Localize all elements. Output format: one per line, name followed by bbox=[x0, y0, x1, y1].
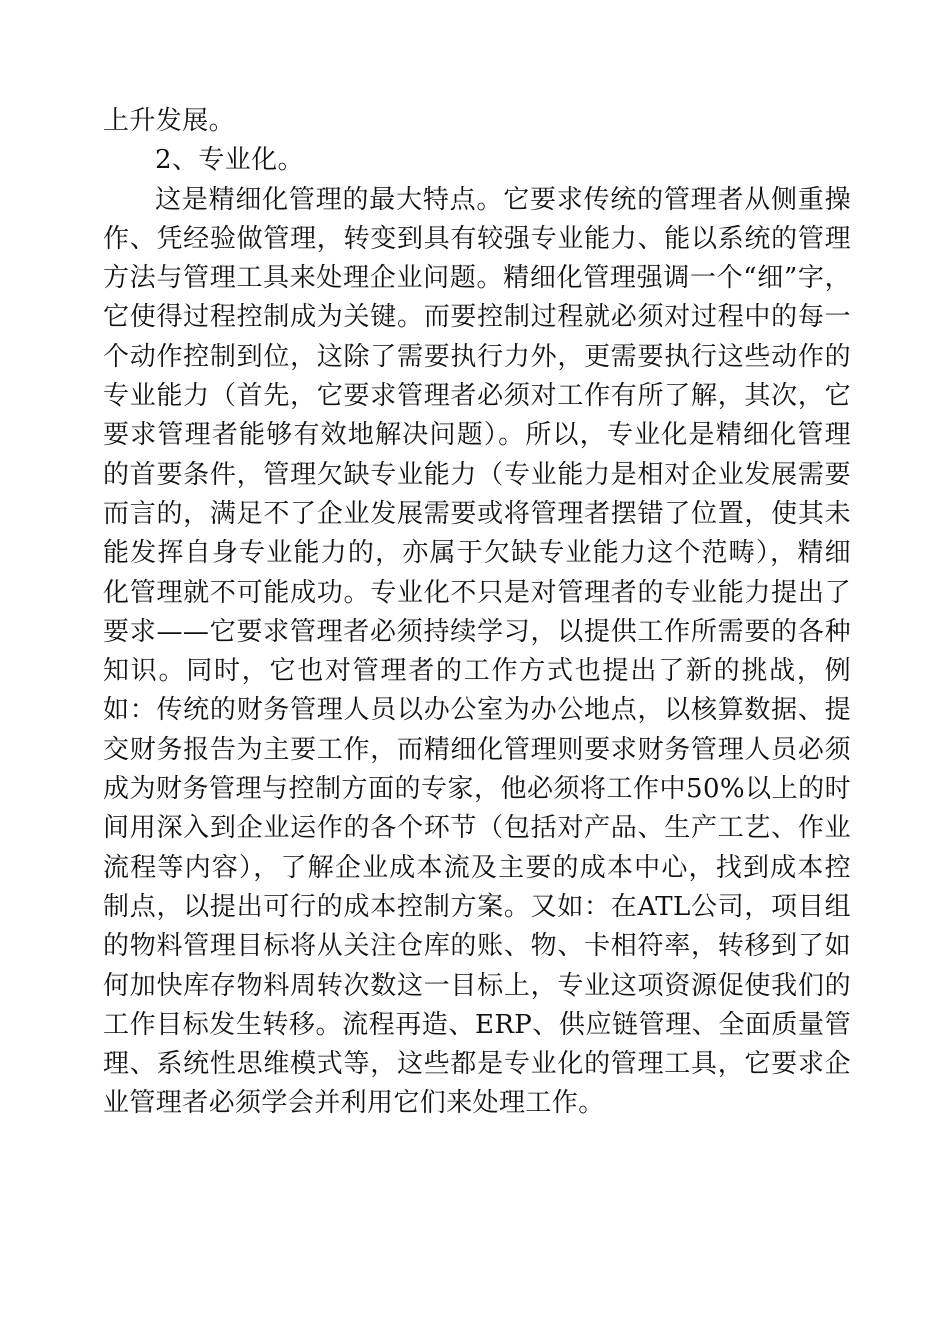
section-heading: 2、专业化。 bbox=[155, 145, 304, 176]
paragraph-body: 这是精细化管理的最大特点。它要求传统的管理者从侧重操作、凭经验做管理，转变到具有较强专业能力、能以系统的管理方法与管理工具来处理企业问题。精细化管理强调一个“细”字，它使得过程控制成为关键。而要控制过程就必须对过程中的每一个动作控制到位，这除了需要执行力外，更需要执行这些动作的专业能力（首先，它要求管理者必须对工作有所了解，其次，它要求管理者能够有效地解决问题）。所以，专业化是精细化管理的首要条件，管理欠缺专业能力（专业能力是相对企业发展需要而言的，满足不了企业发展需要或将管理者摆错了位置，使其未能发挥自身专业能力的，亦属于欠缺专业能力这个范畴），精细化管理就不可能成功。专业化不只是对管理者的专业能力提出了要求——它要求管理者必须持续学习，以提供工作所需要的各种知识。同时，它也对管理者的工作方式也提出了新的挑战，例如：传统的财务管理人员以办公室为办公地点，以核算数据、提交财务报告为主要工作，而精细化管理则要求财务管理人员必须成为财务管理与控制方面的专家，他必须将工作中50%以上的时间用深入到企业运作的各个环节（包括对产品、生产工艺、作业流程等内容），了解企业成本流及主要的成本中心，找到成本控制点，以提出可行的成本控制方案。又如：在ATL公司，项目组的物料管理目标将从关注仓库的账、物、卡相符率，转移到了如何加快库存物料周转次数这一目标上，专业这项资源促使我们的工作目标发生转移。流程再造、ERP、供应链管理、全面质量管理、系统性思维模式等，这些都是专业化的管理工具，它要求企业管理者必须学会并利用它们来处理工作。 bbox=[103, 184, 852, 1119]
document-body bbox=[103, 102, 851, 1124]
paragraph-continuation: 上升发展。 bbox=[103, 106, 236, 136]
